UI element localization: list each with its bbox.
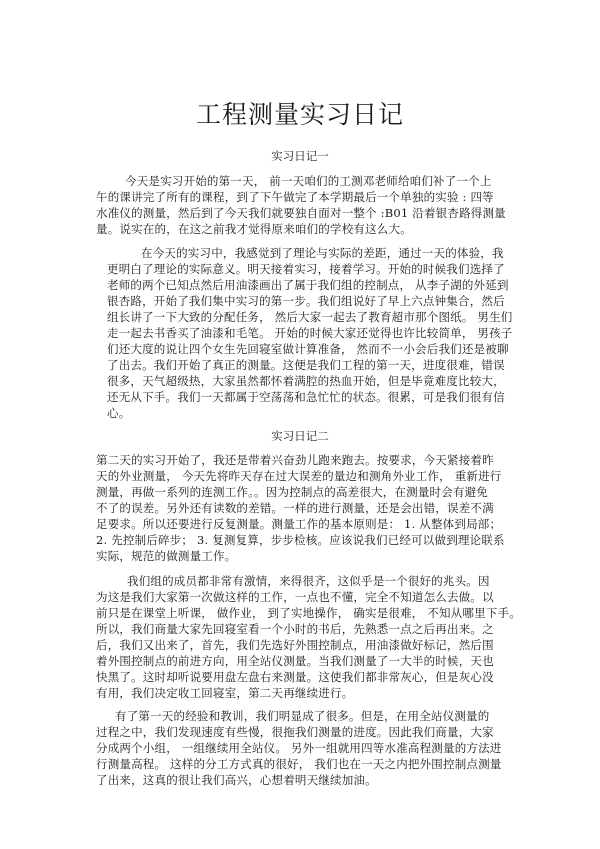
- text-line: 很多，天气超级热，大家虽然都怀着满腔的热血开始，但是毕竟难度比较大，: [107, 374, 505, 388]
- text-line: 今天是实习开始的第一天， 前一天咱们的工测邓老师给咱们补了一个上: [125, 174, 492, 188]
- text-line: 走一起去书香买了油漆和毛笔。 开始的时候大家还觉得也许比较简单， 男孩子: [107, 326, 513, 340]
- text-line: 还无从下手。我们一天都属于空荡荡和急忙忙的状态。很累，可是我们很有信: [107, 390, 505, 404]
- text-line: 们还大度的说让四个女生先回寝室做计算准备， 然而不一小会后我们还是被聊: [107, 342, 509, 356]
- text-line: 足要求。所以还要进行反复测量。测量工作的基本原则是： 1. 从整体到局部；: [96, 517, 502, 531]
- text-line: 更明白了理论的实际意义。明天接着实习，接着学习。开始的时候我们选择了: [107, 262, 505, 276]
- text-line: 老师的两个已知点然后用油漆画出了属于我们组的控制点， 从李子湖的外延到: [107, 278, 509, 292]
- text-line: 心。: [107, 406, 131, 420]
- text-line: 天的外业测量， 今天先将昨天存在过大误差的量边和测角外业工作， 重新进行: [96, 469, 502, 483]
- text-line: 在今天的实习中，我感觉到了理论与实际的差距，通过一天的体验，我: [141, 246, 504, 260]
- text-line: 快黑了。这时却听说要用盘左盘右来测量。这使我们都非常灰心，但是灰心没: [96, 670, 494, 684]
- text-line: 了出去。我们开始了真正的测量。这便是我们工程的第一天，进度很难，错误: [107, 358, 505, 372]
- text-line: 后，我们又出来了，首先，我们先选好外围控制点，用油漆做好标记，然后围: [96, 638, 494, 652]
- text-line: 所以，我们商量大家先回寝室看一个小时的书后，先熟悉一点之后再出来。之: [96, 622, 494, 636]
- text-line: 量。说实在的，在这之前我才觉得原来咱们的学校有这么大。: [96, 222, 412, 236]
- section-1-heading: 实习日记一: [271, 149, 329, 163]
- text-line: 分成两个小组， 一组继续用全站仪。 另外一组就用四等水准高程测量的方法进: [96, 741, 502, 755]
- text-line: 第二天的实习开始了，我还是带着兴奋劲儿跑来跑去。按要求，今天紧接着昨: [96, 453, 494, 467]
- text-line: 银杏路，开始了我们集中实习的第一步。我们组说好了早上六点钟集合，然后: [107, 294, 505, 308]
- text-line: 测量，再做一系列的连测工作。。因为控制点的高差很大，在测量时会有避免: [96, 485, 489, 499]
- text-line: 了出来，这真的很让我们高兴，心想着明天继续加油。: [96, 773, 377, 787]
- text-line: 不了的误差。另外还有读数的差错。一样的进行测量，还是会出错，误差不满: [96, 501, 494, 515]
- text-line: 有用，我们决定收工回寝室，第二天再继续进行。: [96, 686, 354, 700]
- text-line: 为这是我们大家第一次做这样的工作，一点也不懂，完全不知道怎么去做。以: [96, 590, 494, 604]
- section-2-heading: 实习日记二: [271, 429, 329, 443]
- text-line: 午的课讲完了所有的课程，到了下午做完了本学期最后一个单独的实验 : 四等: [96, 190, 494, 204]
- text-line: 着外围控制点的前进方向，用全站仪测量。当我们测量了一大半的时候，天也: [96, 654, 494, 668]
- text-line: 我们组的成员都非常有激情，来得很齐，这似乎是一个很好的兆头。因: [127, 574, 490, 588]
- text-line: 2. 先控制后碎步； 3. 复测复算，步步检核。应该说我们已经可以做到理论联系: [96, 533, 505, 547]
- text-line: 实际，规范的做测量工作。: [96, 549, 237, 563]
- text-line: 水准仪的测量，然后到了今天我们就要独自面对一整个 :B01 沿着银杏路得测量: [96, 206, 506, 220]
- text-line: 前只是在课堂上听课， 做作业， 到了实地操作， 确实是很难， 不知从哪里下手。: [96, 606, 521, 620]
- text-line: 有了第一天的经验和教训，我们明显成了很多。但是，在用全站仪测量的: [115, 709, 490, 723]
- text-line: 行测量高程。 这样的分工方式真的很好， 我们也在一天之内把外围控制点测量: [96, 757, 502, 771]
- document-title: 工程测量实习日记: [195, 100, 404, 129]
- text-line: 组长讲了一下大致的分配任务， 然后大家一起去了教育超市那个图纸。 男生们: [107, 310, 513, 324]
- text-line: 过程之中，我们发现速度有些慢，很拖我们测量的进度。因此我们商量，大家: [96, 725, 494, 739]
